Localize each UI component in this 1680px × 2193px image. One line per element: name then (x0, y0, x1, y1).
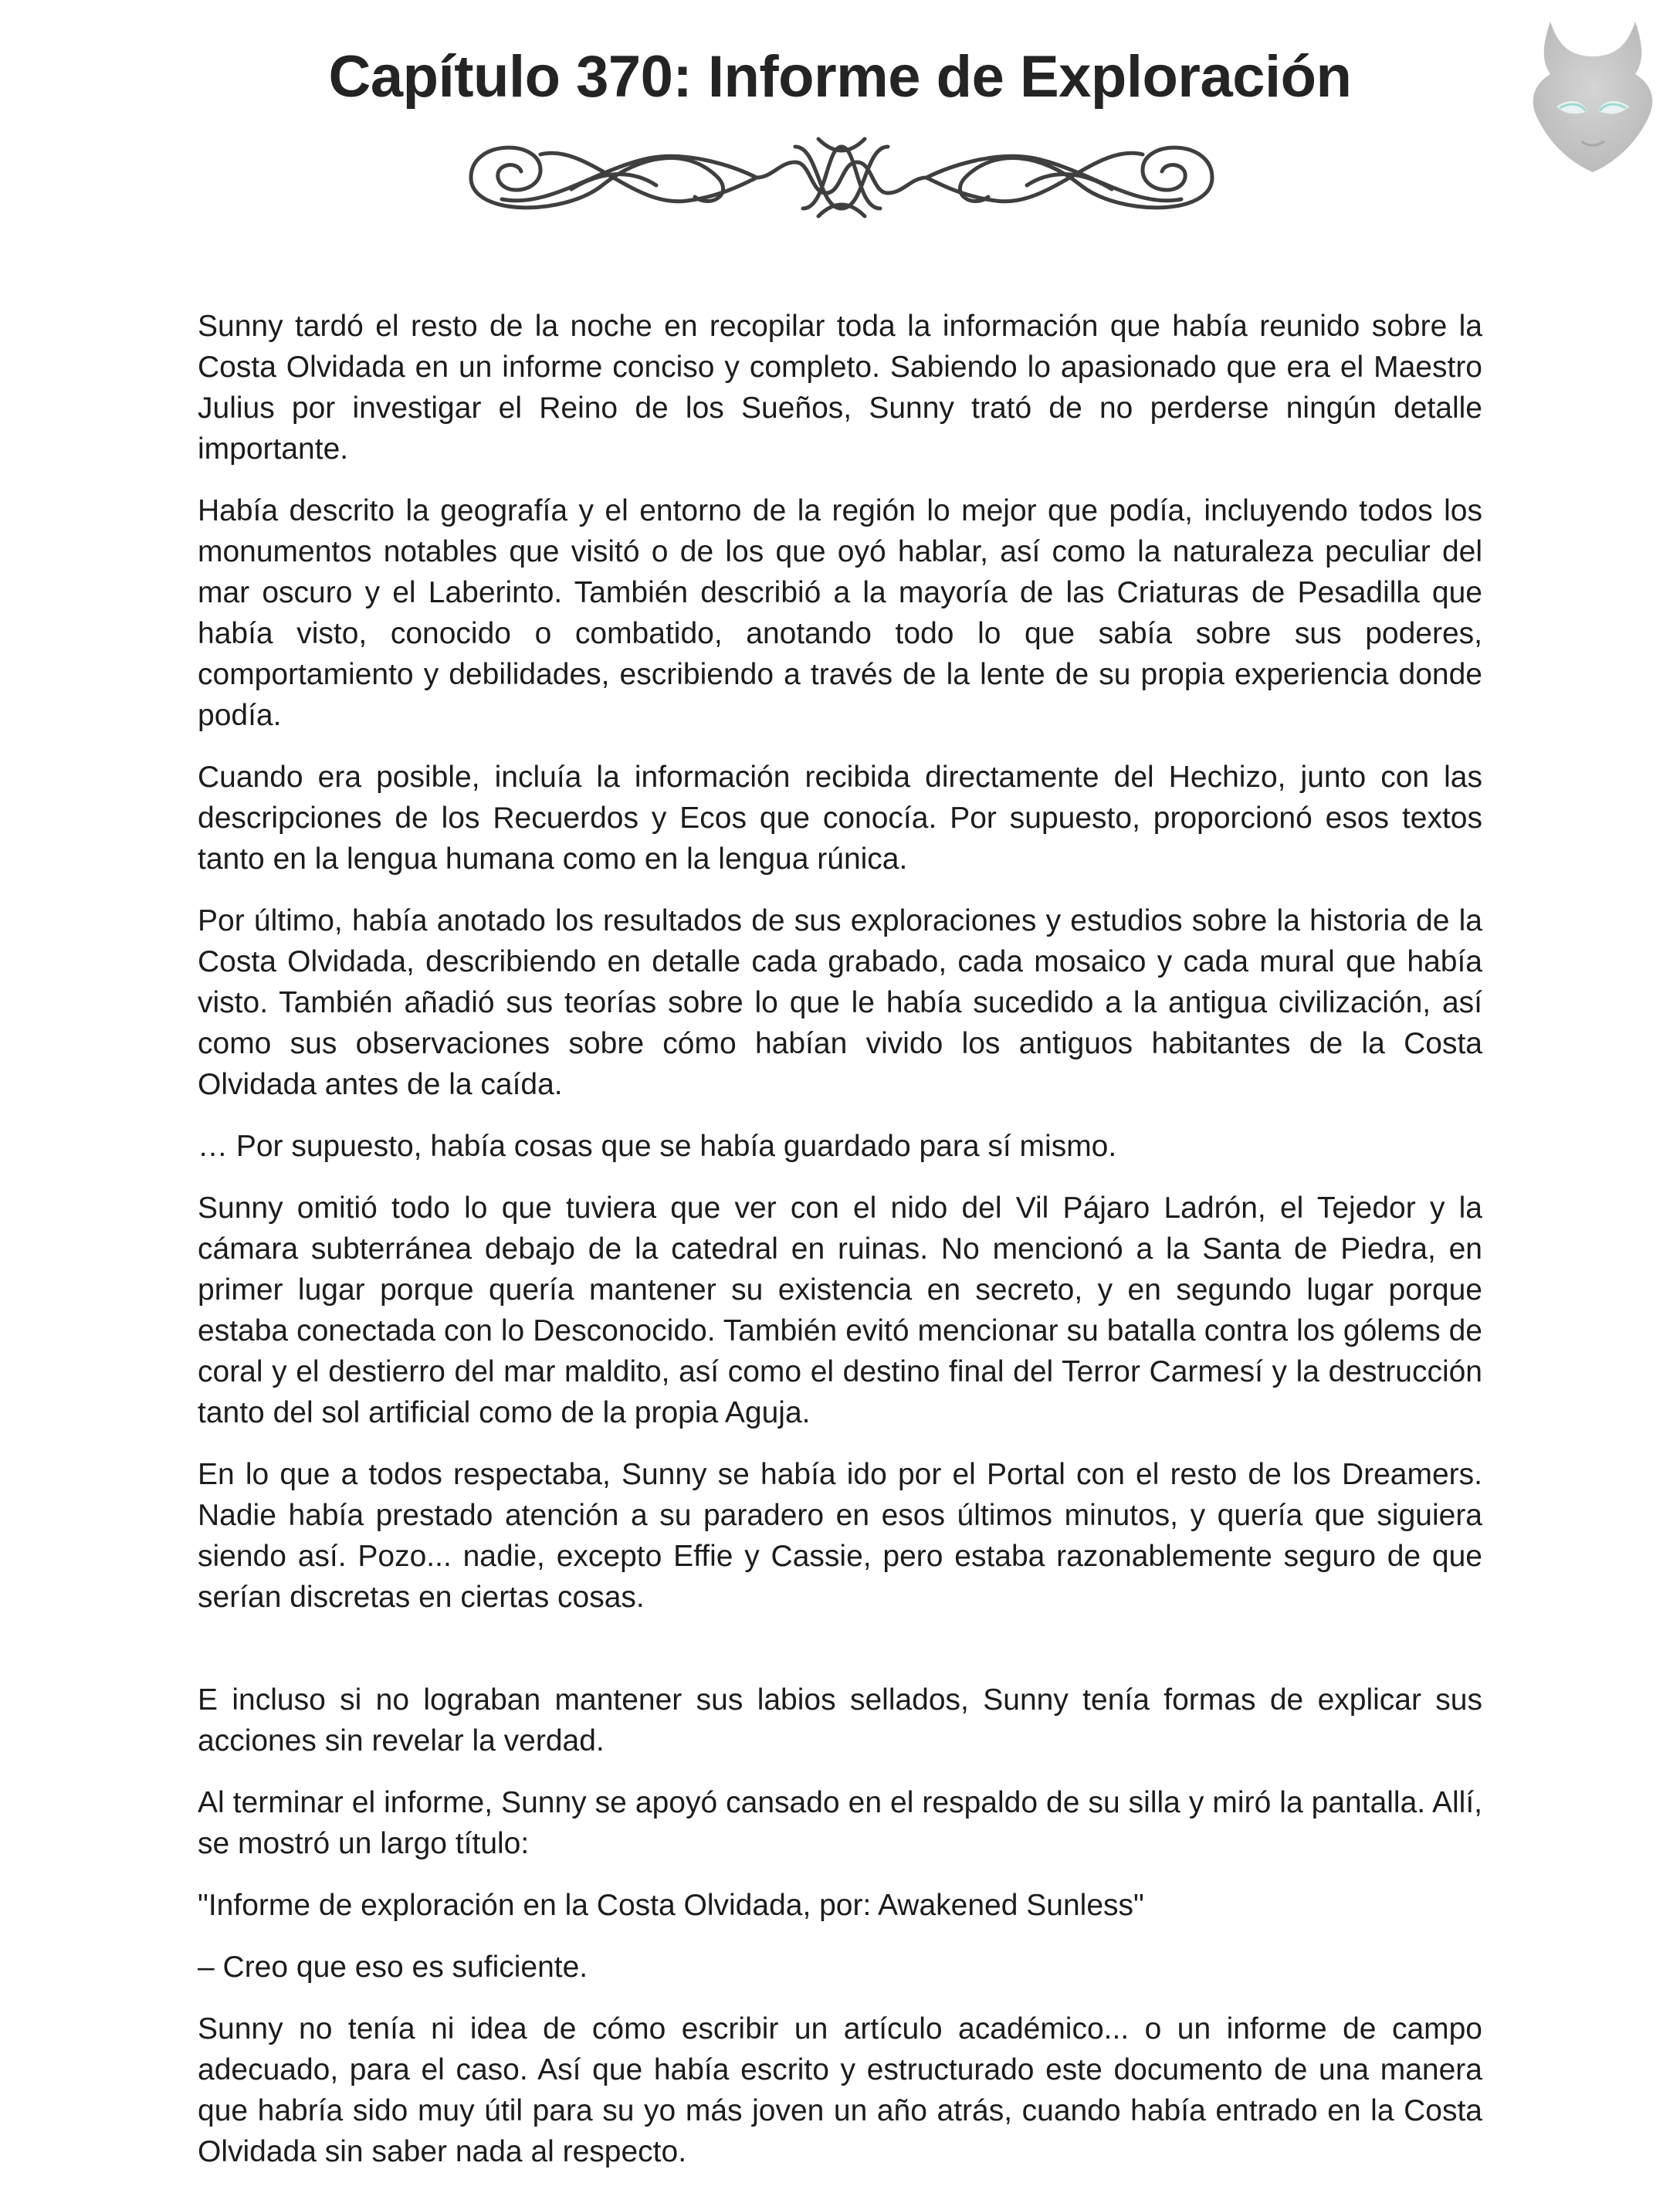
paragraph: Sunny omitió todo lo que tuviera que ver con el nido del Vil Pájaro Ladrón, el Tejedor y la cámara subterránea debajo de la catedral en ruinas. No mencionó a la Santa de Piedra, en primer lugar porque quería mantener su existencia en secreto, y en segundo lugar porque estaba conectada con lo Desconocido. También evitó mencionar su batalla contra los gólems de coral y el destierro del mar maldito, así como el destino final del Terror Carmesí y la destrucción tanto del sol artificial como de la propia Aguja. (198, 1191, 1482, 1429)
paragraph: Sunny no tenía ni idea de cómo escribir un artículo académico... o un informe de campo adecuado, para el caso. Así que había escrito y estructurado este documento de una manera que habría sido muy útil para su yo más joven un año atrás, cuando había entrado en la Costa Olvidada sin saber nada al respecto. (198, 2012, 1482, 2168)
paragraph: Cuando era posible, incluía la información recibida directamente del Hechizo, junto con las descripciones de los Recuerdos y Ecos que conocía. Por supuesto, proporcionó esos textos tanto en la lengua humana como en la lengua rúnica. (198, 761, 1482, 876)
paragraph: – Creo que eso es suficiente. (198, 1951, 588, 1984)
paragraph: Al terminar el informe, Sunny se apoyó cansado en el respaldo de su silla y miró la pantalla. Allí, se mostró un largo título: (198, 1786, 1482, 1860)
paragraph: Por último, había anotado los resultados de sus exploraciones y estudios sobre la historia de la Costa Olvidada, describiendo en detalle cada grabado, cada mosaico y cada mural que había visto. También añadió sus teorías sobre lo que le había sucedido a la antigua civilización, así como sus observaciones sobre cómo habían vivido los antiguos habitantes de la Costa Olvidada antes de la caída. (198, 904, 1482, 1101)
paragraph: E incluso si no lograban mantener sus labios sellados, Sunny tenía formas de explicar sus acciones sin revelar la verdad. (198, 1683, 1482, 1757)
chapter-body (198, 306, 1482, 2193)
paragraph: … Por supuesto, había cosas que se había guardado para sí mismo. (198, 1130, 1117, 1163)
paragraph: Había descrito la geografía y el entorno de la región lo mejor que podía, incluyendo todos los monumentos notables que visitó o de los que oyó hablar, así como la naturaleza peculiar del mar oscuro y el Laberinto. También describió a la mayoría de las Criaturas de Pesadilla que había visto, conocido o combatido, anotando todo lo que sabía sobre sus poderes, comportamiento y debilidades, escribiendo a través de la lente de su propia experiencia donde podía. (198, 494, 1482, 732)
paragraph: En lo que a todos respectaba, Sunny se había ido por el Portal con el resto de los Dreamers. Nadie había prestado atención a su paradero en esos últimos minutos, y quería que siguiera siendo así. Pozo... nadie, excepto Effie y Cassie, pero estaba razonablemente seguro de que serían discretas en ciertas cosas. (198, 1458, 1482, 1614)
flourish-divider-icon (456, 124, 1228, 232)
demon-head-logo-icon (1519, 14, 1666, 184)
paragraph: "Informe de exploración en la Costa Olvidada, por: Awakened Sunless" (198, 1889, 1144, 1922)
chapter-title: Capítulo 370: Informe de Exploración (328, 44, 1352, 110)
paragraph: Sunny tardó el resto de la noche en recopilar toda la información que había reunido sobre la Costa Olvidada en un informe conciso y completo. Sabiendo lo apasionado que era el Maestro Julius por investigar el Reino de los Sueños, Sunny trató de no perderse ningún detalle importante. (198, 310, 1482, 466)
